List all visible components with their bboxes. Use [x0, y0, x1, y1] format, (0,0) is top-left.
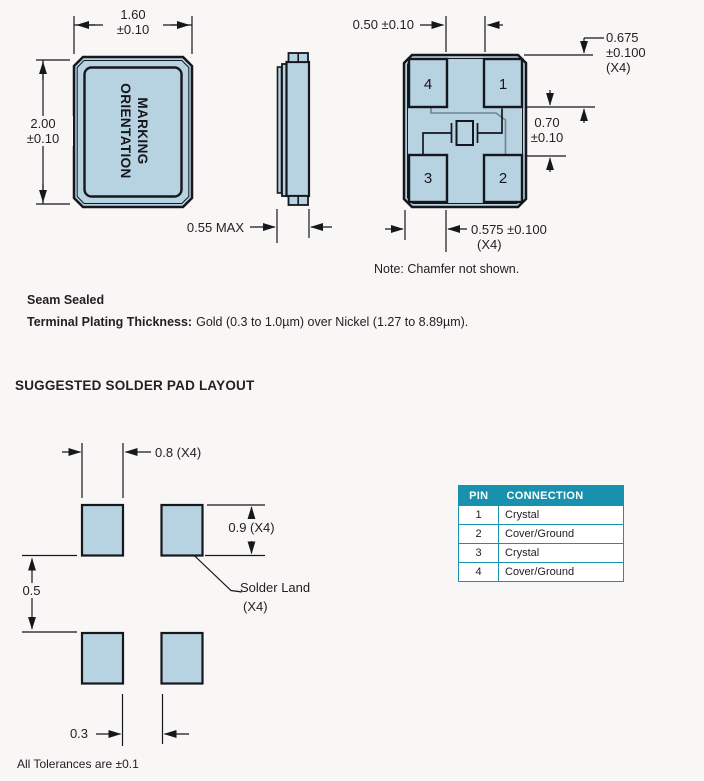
plating-thickness-text [27, 315, 468, 329]
pin-connection-table [458, 485, 624, 582]
connection-cell: Crystal [499, 544, 624, 563]
layout-col-gap-dimension: 0.3 [69, 726, 89, 741]
mid-gap-tolerance: ±0.10 [530, 130, 564, 145]
side-view-seam-strip [278, 67, 282, 193]
side-view [278, 53, 310, 205]
chamfer-note: Note: Chamfer not shown. [374, 262, 520, 276]
bottom-top-gap-dimension: 0.50 ±0.10 [352, 17, 414, 32]
pad-height-qty: (X4) [606, 60, 631, 75]
side-thickness-dimension: 0.55 MAX [186, 220, 244, 235]
front-height-dimension [13, 116, 73, 146]
pin-column-header: PIN [459, 486, 499, 506]
connection-cell: Cover/Ground [499, 563, 624, 582]
front-width-value: 1.60 [120, 7, 146, 22]
connection-cell: Crystal [499, 506, 624, 525]
pad-height-dimension: 0.675 [606, 30, 639, 45]
table-row [459, 563, 624, 582]
front-width-tolerance: ±0.10 [116, 22, 150, 37]
marking-orientation-text: MARKING ORIENTATION [118, 83, 150, 179]
solder-pad-bottom-left [82, 633, 123, 684]
solder-pad-top-right [162, 505, 203, 556]
connection-cell: Cover/Ground [499, 525, 624, 544]
plating-label: Terminal Plating Thickness: [27, 315, 193, 329]
connection-column-header: CONNECTION [499, 486, 624, 506]
solder-pad-bottom-right [162, 633, 203, 684]
table-row [459, 544, 624, 563]
solder-pad-layout-title: SUGGESTED SOLDER PAD LAYOUT [15, 378, 255, 393]
table-header-row [459, 486, 624, 506]
pin-cell: 1 [459, 506, 499, 525]
front-height-value: 2.00 [30, 116, 56, 131]
plating-value: Gold (0.3 to 1.0µm) over Nickel (1.27 to 8.89µm). [196, 315, 469, 329]
solder-pad-layout [82, 505, 203, 684]
solder-pad-top-left [82, 505, 123, 556]
solder-land-qty: (X4) [243, 599, 268, 614]
table-row [459, 506, 624, 525]
crystal-symbol [457, 121, 474, 145]
pin-cell: 2 [459, 525, 499, 544]
side-view-body [287, 62, 310, 196]
table-row [459, 525, 624, 544]
seam-sealed-text: Seam Sealed [27, 293, 105, 307]
layout-pad-height-dimension: 0.9 (X4) [228, 520, 275, 535]
front-height-tolerance: ±0.10 [26, 131, 60, 146]
pad-height-tolerance: ±0.100 [606, 45, 646, 60]
layout-row-gap-dimension: 0.5 [17, 583, 46, 598]
front-width-dimension [103, 7, 163, 37]
tolerance-note: All Tolerances are ±0.1 [17, 757, 139, 771]
pin-cell: 4 [459, 563, 499, 582]
pad-width-dimension: 0.575 ±0.100 [471, 222, 547, 237]
pin-cell: 3 [459, 544, 499, 563]
pad-number-2: 2 [498, 170, 508, 187]
pad-width-qty: (X4) [477, 237, 502, 252]
pad-number-3: 3 [423, 170, 433, 187]
pad-number-1: 1 [498, 76, 508, 93]
solder-land-label: Solder Land [240, 580, 311, 595]
mid-gap-dimension: 0.70 [534, 115, 560, 130]
layout-pad-width-dimension: 0.8 (X4) [155, 445, 202, 460]
pad-number-4: 4 [423, 76, 433, 93]
